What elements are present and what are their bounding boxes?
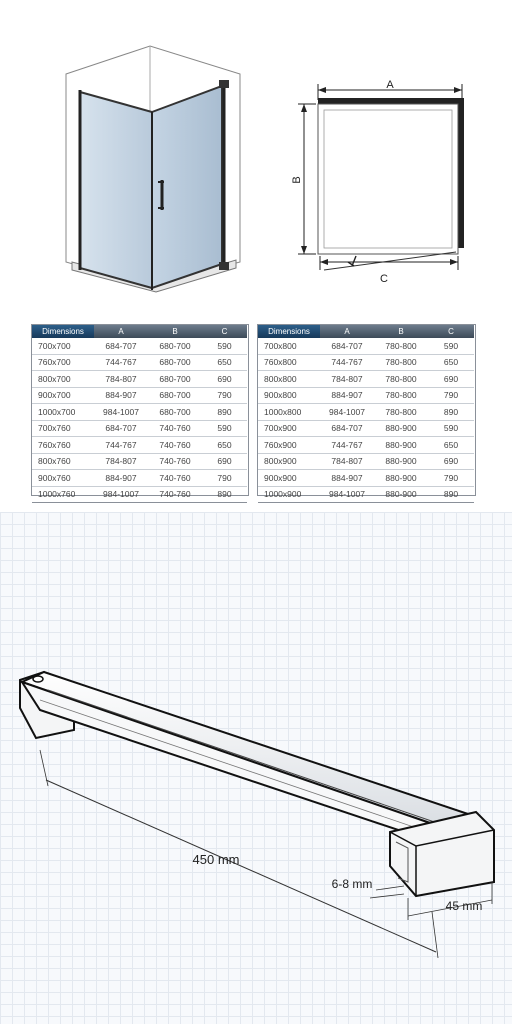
left-screw-hole-icon <box>33 676 43 682</box>
table-row <box>32 404 247 421</box>
cell-dimensions: 800x900 <box>258 453 320 470</box>
header-c: C <box>202 325 247 338</box>
header-c: C <box>428 325 474 338</box>
length-label: 450 mm <box>192 852 240 867</box>
dimensions-table-left <box>32 325 247 503</box>
thickness-label: 6-8 mm <box>331 877 373 891</box>
table-row <box>258 354 474 371</box>
cell-dimensions: 700x760 <box>32 420 94 437</box>
cell-b: 880-900 <box>374 470 428 487</box>
cell-c: 890 <box>202 486 247 503</box>
table-row <box>32 354 247 371</box>
cell-a: 744-767 <box>94 354 148 371</box>
table-row <box>32 453 247 470</box>
cell-c: 790 <box>202 387 247 404</box>
header-b: B <box>374 325 428 338</box>
table-header-row <box>32 325 247 338</box>
cell-b: 680-700 <box>148 371 202 388</box>
cell-dimensions: 760x900 <box>258 437 320 454</box>
table-row <box>32 437 247 454</box>
bar-top-face <box>22 672 480 832</box>
cell-dimensions: 900x700 <box>32 387 94 404</box>
cell-dimensions: 1000x700 <box>32 404 94 421</box>
cell-c: 650 <box>202 437 247 454</box>
enclosure-outline <box>318 104 458 254</box>
cell-a: 884-907 <box>320 470 374 487</box>
cell-b: 780-800 <box>374 354 428 371</box>
cell-a: 784-807 <box>94 371 148 388</box>
top-hinge <box>219 80 229 88</box>
table-row <box>32 470 247 487</box>
cell-c: 890 <box>202 404 247 421</box>
cell-b: 880-900 <box>374 486 428 503</box>
table-row <box>258 404 474 421</box>
cell-c: 590 <box>428 338 474 354</box>
cell-dimensions: 900x800 <box>258 387 320 404</box>
stabiliser-bar-illustration <box>0 512 512 1024</box>
cell-c: 890 <box>428 486 474 503</box>
cell-dimensions: 800x700 <box>32 371 94 388</box>
cell-a: 684-707 <box>94 420 148 437</box>
bar-front-face <box>22 682 456 848</box>
cell-c: 890 <box>428 404 474 421</box>
header-a: A <box>94 325 148 338</box>
cell-dimensions: 1000x760 <box>32 486 94 503</box>
table-row <box>258 453 474 470</box>
cell-b: 780-800 <box>374 404 428 421</box>
table-header-row <box>258 325 474 338</box>
cell-dimensions: 800x800 <box>258 371 320 388</box>
header-dimensions: Dimensions <box>32 325 94 338</box>
cell-b: 740-760 <box>148 420 202 437</box>
cell-c: 690 <box>202 453 247 470</box>
cell-a: 684-707 <box>320 338 374 354</box>
table-row <box>258 437 474 454</box>
table-row <box>258 470 474 487</box>
table-row <box>32 387 247 404</box>
cell-dimensions: 760x700 <box>32 354 94 371</box>
table-row <box>258 338 474 354</box>
top-wall-profile <box>318 98 464 104</box>
cell-a: 784-807 <box>320 371 374 388</box>
header-a: A <box>320 325 374 338</box>
cell-b: 780-800 <box>374 387 428 404</box>
cell-a: 884-907 <box>94 387 148 404</box>
cell-b: 880-900 <box>374 437 428 454</box>
side-glass-panel <box>80 92 152 288</box>
right-wall-profile <box>458 98 464 248</box>
table-row <box>32 486 247 503</box>
cell-a: 784-807 <box>320 453 374 470</box>
header-dimensions: Dimensions <box>258 325 320 338</box>
table-row <box>32 420 247 437</box>
cell-a: 684-707 <box>320 420 374 437</box>
cell-dimensions: 700x800 <box>258 338 320 354</box>
cell-dimensions: 700x900 <box>258 420 320 437</box>
cell-b: 740-760 <box>148 437 202 454</box>
cell-dimensions: 700x700 <box>32 338 94 354</box>
table-row <box>258 387 474 404</box>
cell-dimensions: 900x900 <box>258 470 320 487</box>
cell-dimensions: 1000x900 <box>258 486 320 503</box>
cell-c: 650 <box>428 354 474 371</box>
cell-dimensions: 1000x800 <box>258 404 320 421</box>
table-row <box>32 338 247 354</box>
cell-b: 680-700 <box>148 354 202 371</box>
cell-c: 590 <box>428 420 474 437</box>
cell-b: 680-700 <box>148 404 202 421</box>
table-row <box>32 371 247 388</box>
label-a: A <box>386 79 394 91</box>
width-label: 45 mm <box>445 899 483 913</box>
table-row <box>258 486 474 503</box>
cell-b: 880-900 <box>374 420 428 437</box>
header-b: B <box>148 325 202 338</box>
cell-c: 690 <box>428 453 474 470</box>
cell-a: 744-767 <box>94 437 148 454</box>
door-swing-line <box>324 252 456 270</box>
label-c: C <box>380 273 388 285</box>
cell-dimensions: 800x760 <box>32 453 94 470</box>
cell-b: 680-700 <box>148 338 202 354</box>
cell-c: 590 <box>202 420 247 437</box>
label-b: B <box>291 176 303 184</box>
plan-dimension-diagram <box>290 0 490 300</box>
table-row <box>258 420 474 437</box>
cell-b: 740-760 <box>148 453 202 470</box>
cell-dimensions: 760x760 <box>32 437 94 454</box>
dimensions-table-right <box>258 325 474 503</box>
cell-c: 690 <box>428 371 474 388</box>
cell-dimensions: 900x760 <box>32 470 94 487</box>
cell-a: 684-707 <box>94 338 148 354</box>
bottom-panel <box>0 512 512 1024</box>
cell-b: 780-800 <box>374 371 428 388</box>
cell-c: 650 <box>202 354 247 371</box>
cell-c: 590 <box>202 338 247 354</box>
cell-a: 784-807 <box>94 453 148 470</box>
enclosure-inner-outline <box>324 110 452 248</box>
cell-c: 790 <box>428 470 474 487</box>
cell-a: 984-1007 <box>320 404 374 421</box>
cell-c: 650 <box>428 437 474 454</box>
cell-b: 880-900 <box>374 453 428 470</box>
swing-arrow-icon <box>348 256 356 266</box>
cell-a: 884-907 <box>94 470 148 487</box>
cell-a: 984-1007 <box>320 486 374 503</box>
cell-a: 744-767 <box>320 354 374 371</box>
cell-c: 790 <box>428 387 474 404</box>
table-row <box>258 371 474 388</box>
cell-c: 790 <box>202 470 247 487</box>
cell-a: 984-1007 <box>94 404 148 421</box>
cell-b: 780-800 <box>374 338 428 354</box>
cell-a: 984-1007 <box>94 486 148 503</box>
cell-a: 744-767 <box>320 437 374 454</box>
shower-enclosure-illustration <box>0 0 260 300</box>
cell-b: 740-760 <box>148 470 202 487</box>
cell-dimensions: 760x800 <box>258 354 320 371</box>
dim-thickness-line <box>376 886 404 890</box>
cell-b: 680-700 <box>148 387 202 404</box>
bottom-hinge <box>219 262 229 270</box>
cell-a: 884-907 <box>320 387 374 404</box>
cell-b: 740-760 <box>148 486 202 503</box>
cell-c: 690 <box>202 371 247 388</box>
